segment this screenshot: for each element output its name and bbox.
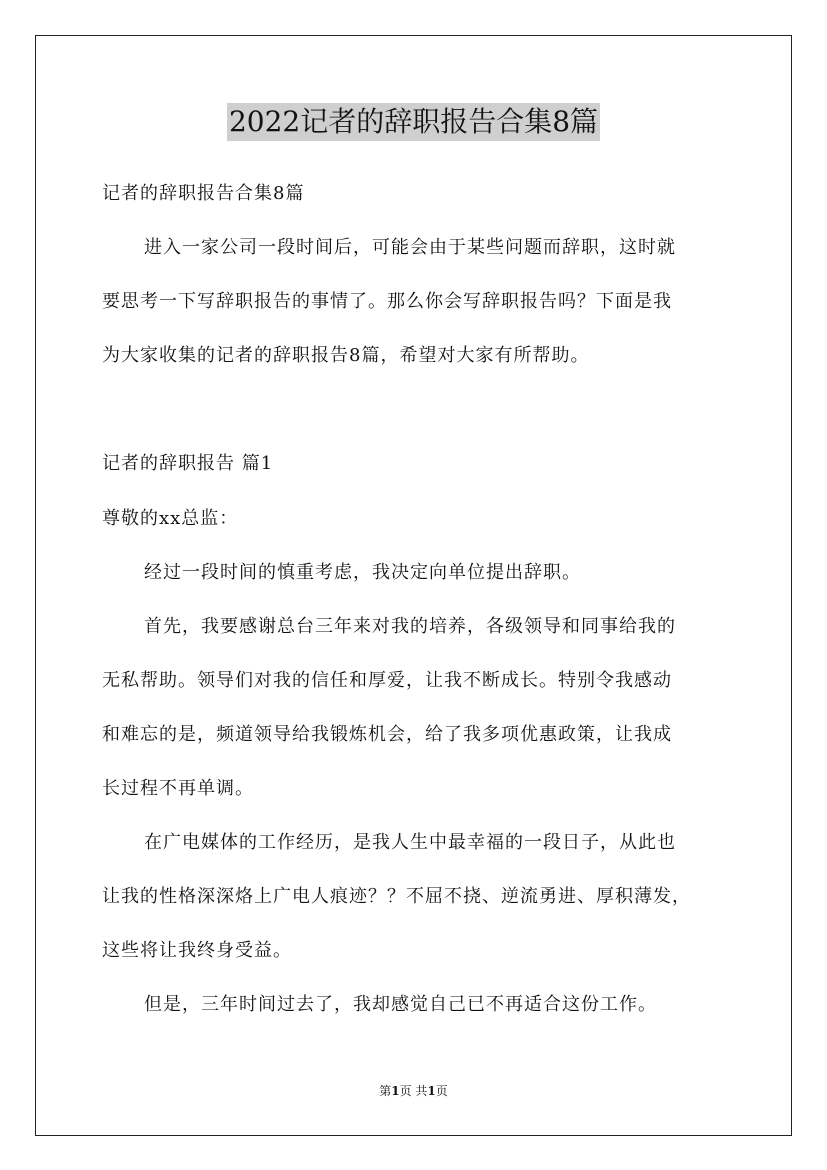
footer-page-total: 1 bbox=[427, 1084, 436, 1098]
body-line-2: 首先，我要感谢总台三年来对我的培养，各级领导和同事给我的 bbox=[144, 616, 676, 637]
page-footer bbox=[0, 1083, 827, 1099]
footer-page-suffix: 页 bbox=[435, 1084, 448, 1098]
body-line-4: 和难忘的是，频道领导给我锻炼机会，给了我多项优惠政策，让我成 bbox=[102, 724, 672, 745]
footer-page-prefix: 第 bbox=[379, 1084, 392, 1098]
body-line-9: 但是，三年时间过去了，我却感觉自己已不再适合这份工作。 bbox=[144, 994, 657, 1015]
body-line-1: 经过一段时间的慎重考虑，我决定向单位提出辞职。 bbox=[144, 562, 581, 583]
footer-page-current: 1 bbox=[391, 1084, 400, 1098]
body-line-5: 长过程不再单调。 bbox=[102, 778, 254, 799]
body-line-3: 无私帮助。领导们对我的信任和厚爱，让我不断成长。特别令我感动 bbox=[102, 670, 672, 691]
intro-line-3: 为大家收集的记者的辞职报告8篇，希望对大家有所帮助。 bbox=[102, 345, 590, 366]
document-title: 2022记者的辞职报告合集8篇 bbox=[227, 103, 600, 141]
document-subtitle: 记者的辞职报告合集8篇 bbox=[102, 183, 305, 204]
section-heading: 记者的辞职报告 篇1 bbox=[102, 453, 274, 474]
body-line-8: 这些将让我终身受益。 bbox=[102, 940, 292, 961]
salutation: 尊敬的xx总监： bbox=[102, 508, 239, 529]
intro-line-2: 要思考一下写辞职报告的事情了。那么你会写辞职报告吗？下面是我 bbox=[102, 291, 672, 312]
footer-page-mid: 页 共 bbox=[399, 1084, 428, 1098]
title-container bbox=[0, 103, 827, 141]
body-line-6: 在广电媒体的工作经历，是我人生中最幸福的一段日子，从此也 bbox=[144, 832, 676, 853]
intro-line-1: 进入一家公司一段时间后，可能会由于某些问题而辞职，这时就 bbox=[144, 237, 676, 258]
body-line-7: 让我的性格深深烙上广电人痕迹？？不屈不挠、逆流勇进、厚积薄发， bbox=[102, 886, 691, 907]
